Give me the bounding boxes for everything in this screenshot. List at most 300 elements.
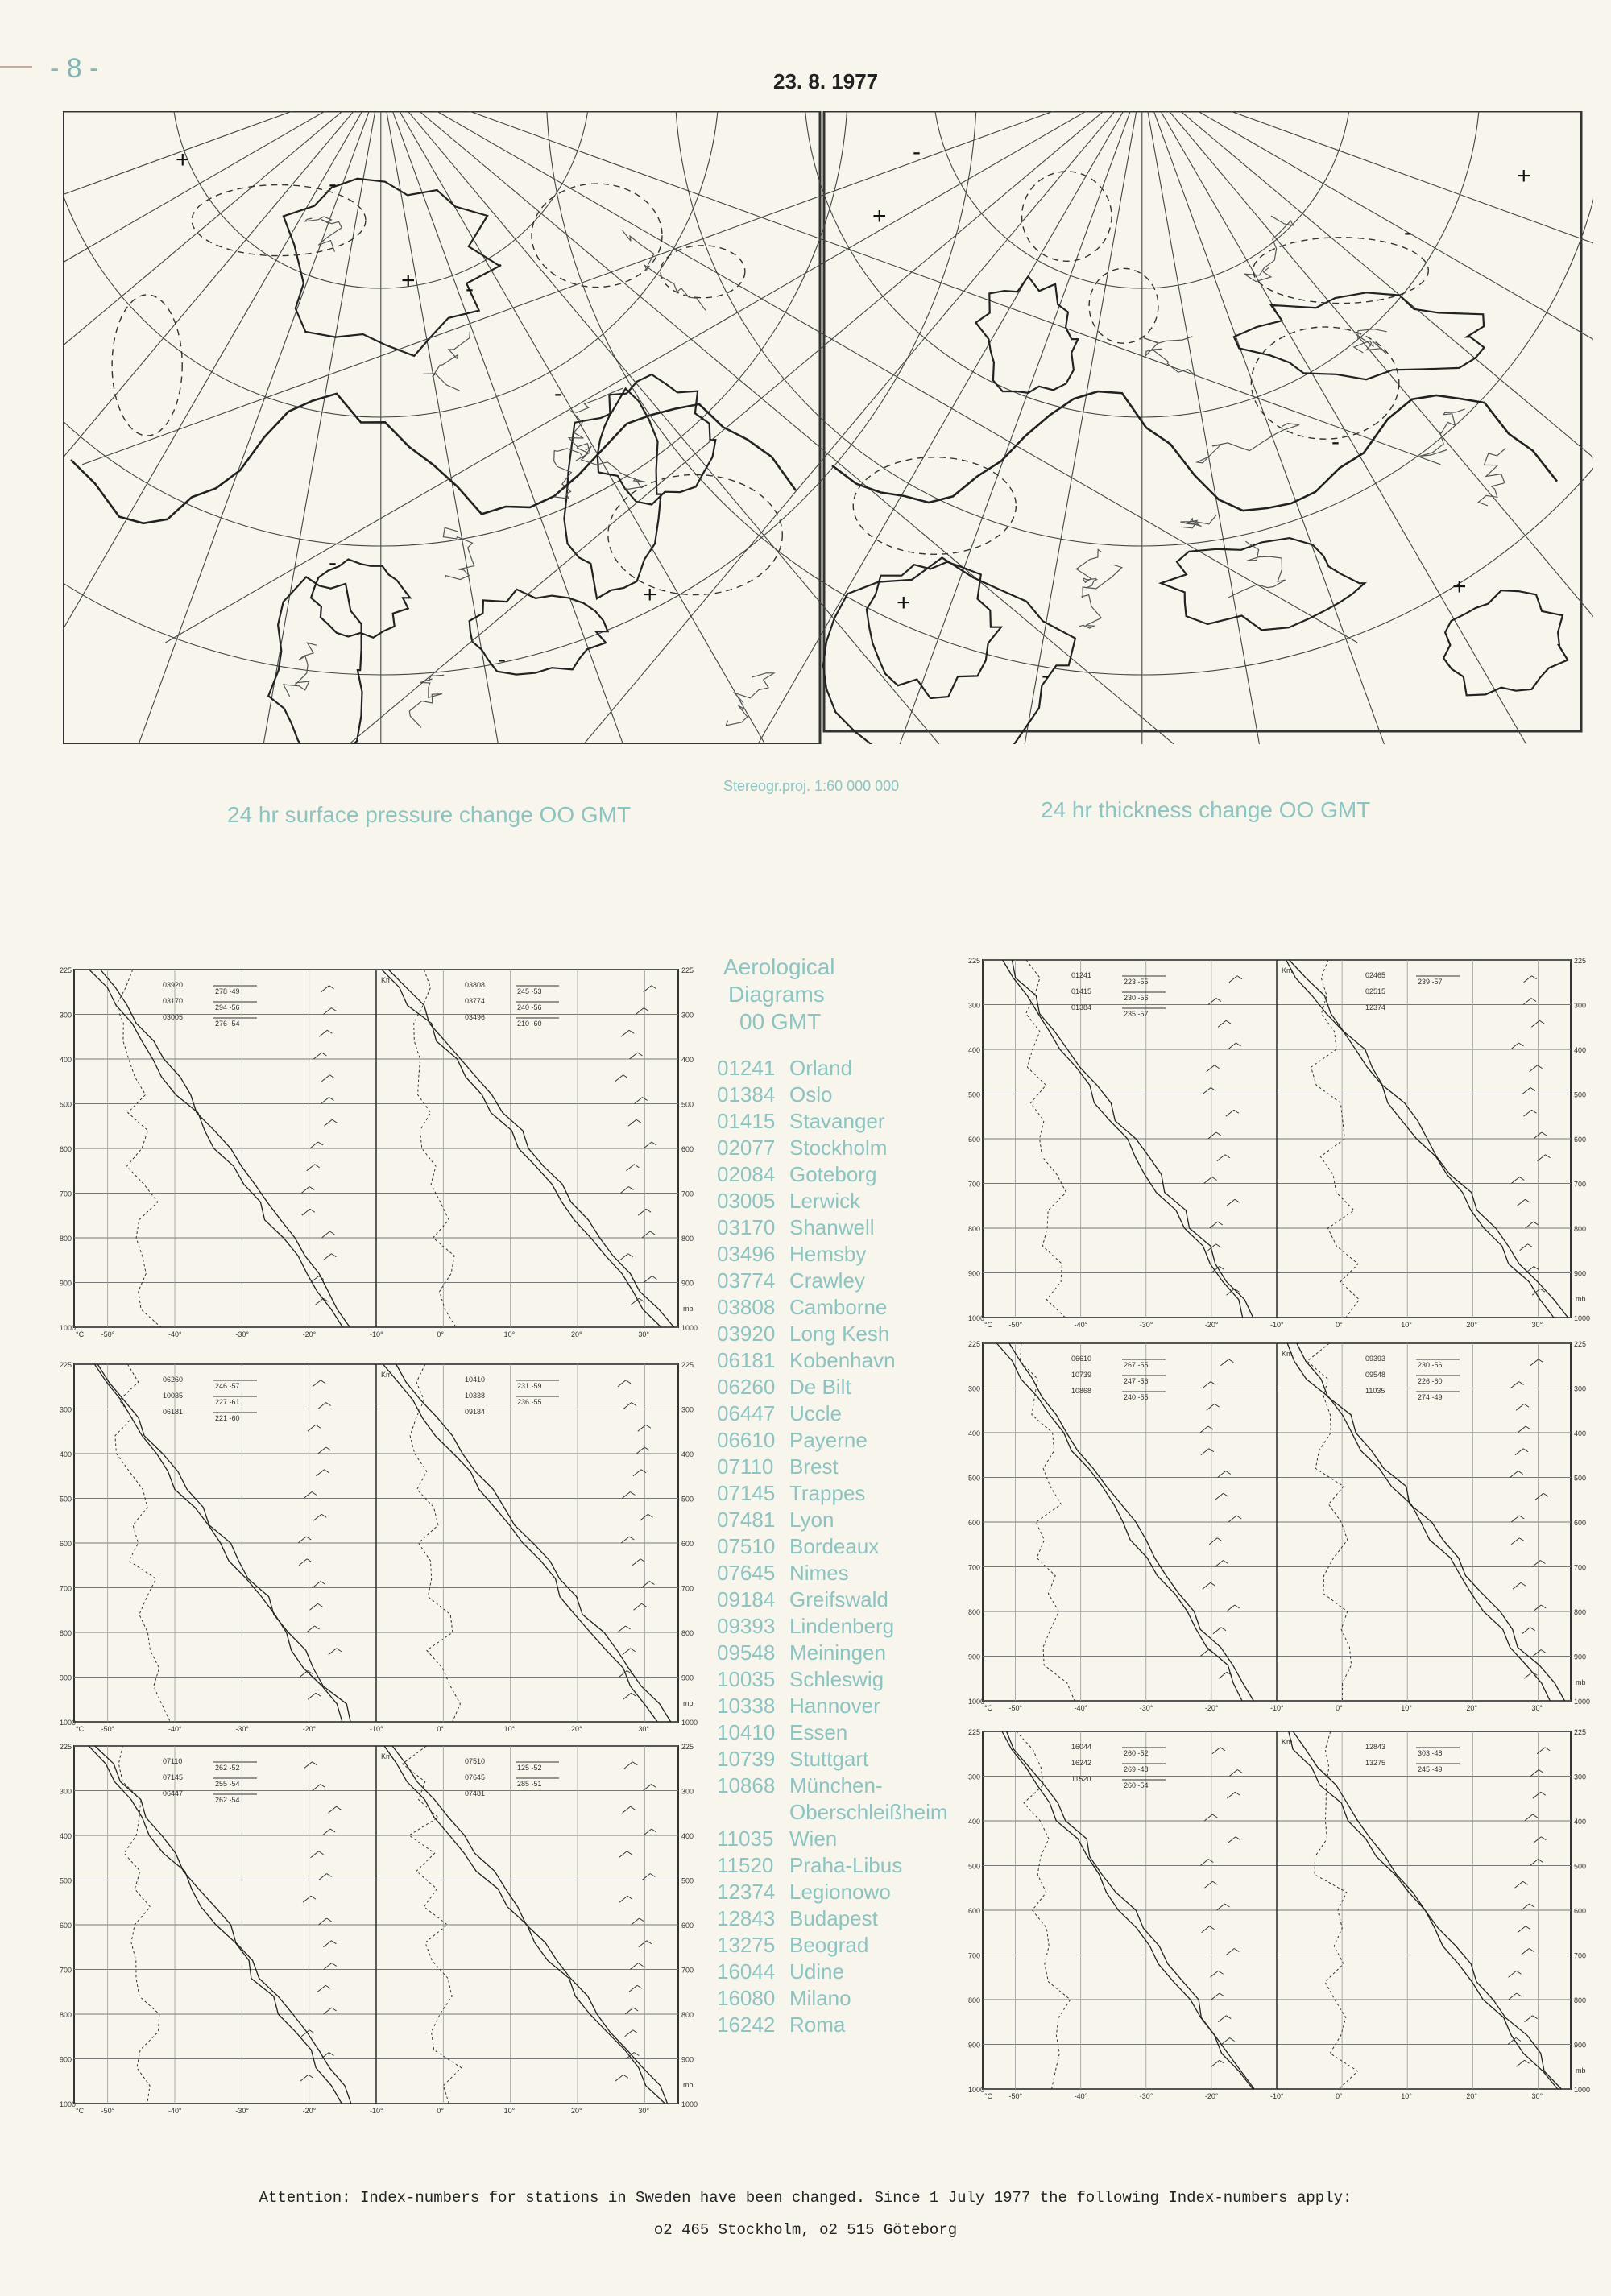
station-row	[717, 1507, 967, 1533]
weather-maps	[63, 111, 1593, 744]
sounding-station-code: 07510	[465, 1757, 486, 1765]
temperature-label: 20°	[571, 1725, 582, 1733]
max-wind-value: 278 -49	[215, 987, 240, 995]
station-name: Shanwell	[789, 1215, 875, 1239]
temperature-label: 10°	[1401, 1704, 1412, 1712]
pressure-level-label-right: 400	[1574, 1818, 1587, 1826]
temperature-label: 30°	[1531, 1321, 1543, 1329]
station-row	[717, 1719, 967, 1746]
station-name: Greifswald	[789, 1587, 888, 1611]
station-code: 06181	[717, 1348, 776, 1372]
sounding-station-code: 09548	[1365, 1371, 1386, 1379]
max-wind-value: 221 -60	[215, 1414, 240, 1422]
station-code: 06610	[717, 1428, 776, 1452]
temperature-label: -10°	[370, 1330, 383, 1338]
unit-km-label: Km	[1282, 966, 1293, 974]
pressure-level-label-right: 900	[1574, 1269, 1587, 1278]
pressure-level-label-right: 1000	[681, 1719, 698, 1727]
aero-diagram-R3	[967, 1725, 1595, 2104]
temperature-label: 30°	[1531, 2092, 1543, 2100]
unit-mb-label: mb	[1576, 2066, 1586, 2075]
pressure-level-label-right: 225	[1574, 1728, 1587, 1736]
pressure-level-label: 1000	[968, 2086, 985, 2094]
sounding-station-code: 02515	[1365, 987, 1386, 995]
station-row	[717, 1666, 967, 1693]
temperature-label: 10°	[503, 1725, 516, 1733]
temperature-label: 0°	[1336, 1704, 1343, 1712]
station-name: Oslo	[789, 1082, 833, 1107]
station-row	[717, 1135, 967, 1161]
max-wind-value: 245 -49	[1418, 1765, 1443, 1773]
pressure-level-label-right: 1000	[681, 2100, 698, 2108]
station-row	[717, 1400, 967, 1427]
pressure-level-label: 400	[968, 1429, 981, 1438]
station-row	[717, 1693, 967, 1719]
pressure-level-label: 600	[968, 1136, 981, 1144]
max-wind-value: 262 -52	[215, 1764, 240, 1772]
station-code: 01415	[717, 1109, 776, 1133]
station-row	[717, 1480, 967, 1507]
temperature-label: -30°	[1139, 2092, 1153, 2100]
sounding-station-code: 07645	[465, 1773, 486, 1781]
aero-title-line1: Aerological	[723, 954, 835, 979]
pressure-level-label-right: 800	[681, 2011, 694, 2019]
temperature-label: -30°	[235, 1725, 249, 1733]
pressure-level-label-right: 1000	[681, 1324, 698, 1332]
station-code: 09184	[717, 1587, 776, 1611]
pressure-level-label: 225	[968, 1728, 981, 1736]
sounding-station-code: 03496	[465, 1013, 486, 1021]
unit-mb-label: mb	[1576, 1678, 1586, 1686]
map-sign-label: +	[401, 267, 416, 294]
map-sign-label: +	[643, 581, 657, 608]
sounding-station-code: 06610	[1071, 1355, 1092, 1363]
pressure-level-label-right: 500	[1574, 1474, 1587, 1483]
pressure-level-label-right: 600	[681, 1540, 694, 1548]
sounding-station-code: 11520	[1071, 1775, 1091, 1783]
sounding-station-code: 01241	[1071, 971, 1092, 979]
pressure-level-label-right: 800	[1574, 1608, 1587, 1616]
station-name: Beograd	[789, 1933, 869, 1957]
max-wind-value: 230 -56	[1124, 994, 1149, 1002]
station-name: Wien	[789, 1826, 838, 1851]
pressure-level-label-right: 300	[681, 1787, 694, 1796]
thickness-map-labels	[872, 139, 1531, 689]
sounding-station-code: 09184	[465, 1408, 486, 1416]
map-sign-label: -	[329, 549, 337, 576]
station-row	[717, 1374, 967, 1400]
pressure-level-label-right: 700	[681, 1966, 694, 1975]
map-sign-label: -	[1331, 428, 1340, 455]
pressure-level-label: 300	[968, 1001, 981, 1010]
temperature-label: 20°	[571, 2107, 582, 2115]
temperature-label: -10°	[1270, 1321, 1284, 1329]
sounding-station-code: 03170	[163, 997, 184, 1005]
station-row	[717, 1533, 967, 1560]
station-row	[717, 1959, 967, 1985]
unit-km-label: Km	[381, 1752, 392, 1760]
aero-title-line2: Diagrams	[728, 982, 825, 1007]
station-name: Schleswig	[789, 1667, 884, 1691]
pressure-level-label-right: 1000	[1574, 1698, 1591, 1706]
station-code: 03808	[717, 1295, 776, 1319]
temperature-label: -40°	[168, 2107, 182, 2115]
temperature-label: -30°	[1139, 1321, 1153, 1329]
aero-diagram-L1	[58, 963, 702, 1342]
station-code: 13275	[717, 1933, 776, 1957]
temperature-label: 0°	[1336, 1321, 1343, 1329]
pressure-level-label-right: 300	[1574, 1001, 1587, 1010]
temperature-label: 0°	[437, 1330, 444, 1338]
station-code: 06260	[717, 1375, 776, 1399]
pressure-level-label-right: 500	[681, 1876, 694, 1885]
station-row	[717, 1082, 967, 1108]
station-row	[717, 1560, 967, 1587]
station-row	[717, 1347, 967, 1374]
station-rows	[717, 1055, 967, 2038]
pressure-level-label: 900	[60, 1673, 72, 1682]
right-map-caption: 24 hr thickness change OO GMT	[1041, 797, 1371, 822]
pressure-level-label-right: 225	[681, 1361, 694, 1369]
temperature-label: -20°	[302, 1330, 317, 1338]
temperature-label: 30°	[638, 2107, 649, 2115]
pressure-level-label: 500	[968, 1862, 981, 1871]
pressure-level-label-right: 700	[1574, 1563, 1587, 1572]
pressure-level-label-right: 800	[681, 1235, 694, 1243]
pressure-level-label-right: 500	[681, 1100, 694, 1109]
sounding-station-code: 16044	[1071, 1743, 1092, 1751]
temperature-label: -20°	[1204, 1704, 1219, 1712]
station-name: De Bilt	[789, 1375, 851, 1399]
station-code: 03005	[717, 1189, 776, 1213]
station-code: 12374	[717, 1880, 776, 1904]
max-wind-value: 269 -48	[1124, 1765, 1149, 1773]
unit-mb-label: mb	[683, 1699, 694, 1707]
pressure-level-label: 900	[968, 2041, 981, 2050]
station-row	[717, 1188, 967, 1214]
pressure-level-label-right: 225	[681, 1743, 694, 1751]
aero-diagram-L3	[58, 1740, 702, 2118]
station-row	[717, 1985, 967, 2012]
pressure-level-label: 700	[60, 1584, 72, 1593]
pressure-level-label-right: 1000	[1574, 2086, 1591, 2094]
max-wind-value: 223 -55	[1124, 978, 1149, 986]
left-map-caption: 24 hr surface pressure change OO GMT	[227, 802, 632, 827]
station-name: Budapest	[789, 1906, 878, 1930]
station-code: 01241	[717, 1056, 776, 1080]
pressure-level-label: 800	[968, 1608, 981, 1616]
max-wind-value: 303 -48	[1418, 1749, 1443, 1757]
station-code: 09548	[717, 1640, 776, 1665]
temperature-label: 30°	[638, 1330, 649, 1338]
station-name: Bordeaux	[789, 1534, 880, 1558]
temperature-label: 30°	[1531, 1704, 1543, 1712]
station-row	[717, 1852, 967, 1879]
surface-pressure-isolines	[63, 111, 1440, 744]
station-code: 07510	[717, 1534, 776, 1558]
pressure-level-label-right: 900	[681, 1279, 694, 1288]
max-wind-value: 285 -51	[517, 1780, 542, 1788]
pressure-level-label: 400	[968, 1818, 981, 1826]
max-wind-value: 240 -55	[1124, 1393, 1149, 1401]
sounding-station-code: 10410	[465, 1376, 486, 1384]
station-name: München-	[789, 1773, 883, 1797]
max-wind-value: 260 -54	[1124, 1781, 1149, 1789]
pressure-level-label: 300	[968, 1773, 981, 1781]
max-wind-value: 240 -56	[517, 1003, 542, 1011]
station-name: Long Kesh	[789, 1322, 890, 1346]
station-code: 03920	[717, 1322, 776, 1346]
pressure-level-label-right: 225	[1574, 1340, 1587, 1348]
unit-km-label: Km	[381, 976, 392, 984]
unit-km-label: Km	[1282, 1350, 1293, 1358]
station-code: 11520	[717, 1853, 774, 1877]
station-row	[717, 1241, 967, 1268]
temperature-label: -10°	[1270, 2092, 1284, 2100]
pressure-level-label-right: 900	[1574, 2041, 1587, 2050]
sounding-station-code: 10739	[1071, 1371, 1092, 1379]
pressure-level-label: 800	[60, 1629, 72, 1637]
station-row	[717, 1161, 967, 1188]
temperature-label: -50°	[101, 1330, 115, 1338]
pressure-level-label: 500	[968, 1090, 981, 1099]
temperature-label: -30°	[1139, 1704, 1153, 1712]
sounding-station-code: 07110	[163, 1757, 183, 1765]
map-sign-label: -	[554, 380, 562, 407]
max-wind-value: 239 -57	[1418, 978, 1443, 986]
pressure-level-label: 300	[60, 1787, 72, 1796]
station-code: 07645	[717, 1561, 776, 1585]
temperature-label: -20°	[1204, 2092, 1219, 2100]
unit-c-label: °C	[984, 2092, 993, 2100]
temperature-label: 20°	[1466, 1704, 1477, 1712]
max-wind-value: 125 -52	[517, 1764, 542, 1772]
pressure-level-label: 225	[968, 957, 981, 965]
pressure-level-label: 900	[968, 1269, 981, 1278]
surface-pressure-map-frame	[63, 111, 820, 744]
pressure-level-label-right: 700	[681, 1584, 694, 1593]
max-wind-value: 210 -60	[517, 1020, 542, 1028]
station-name: Orland	[789, 1056, 853, 1080]
pressure-level-label-right: 300	[681, 1405, 694, 1414]
station-name: Payerne	[789, 1428, 868, 1452]
pressure-level-label: 300	[60, 1405, 72, 1414]
thickness-isolines	[82, 111, 1593, 744]
station-name: Roma	[789, 2013, 846, 2037]
station-name: Stuttgart	[789, 1747, 869, 1771]
pressure-level-label: 900	[968, 1653, 981, 1661]
station-row	[717, 1879, 967, 1905]
max-wind-value: 267 -55	[1124, 1361, 1149, 1369]
station-row	[717, 1773, 967, 1799]
pressure-level-label-right: 300	[1574, 1773, 1587, 1781]
pressure-level-label: 600	[968, 1907, 981, 1915]
pressure-level-label-right: 600	[681, 1145, 694, 1153]
sounding-station-code: 13275	[1365, 1759, 1386, 1767]
pressure-level-label: 400	[60, 1832, 72, 1840]
pressure-level-label-right: 300	[681, 1011, 694, 1020]
station-code: 10868	[717, 1773, 776, 1797]
station-name: Legionowo	[789, 1880, 891, 1904]
temperature-label: -10°	[370, 2107, 383, 2115]
station-code: 10338	[717, 1694, 776, 1718]
sounding-station-code: 06181	[163, 1408, 184, 1416]
temperature-label: 20°	[1466, 1321, 1477, 1329]
pressure-level-label: 400	[60, 1056, 72, 1064]
station-name: Lerwick	[789, 1189, 861, 1213]
pressure-level-label: 1000	[60, 1719, 77, 1727]
sounding-station-code: 12374	[1365, 1003, 1386, 1011]
pressure-level-label-right: 400	[681, 1832, 694, 1840]
pressure-level-label: 800	[968, 1225, 981, 1233]
temperature-label: 10°	[503, 2107, 516, 2115]
pressure-level-label: 600	[60, 1145, 72, 1153]
pressure-level-label-right: 700	[1574, 1951, 1587, 1960]
temperature-label: 10°	[503, 1330, 516, 1338]
unit-c-label: °C	[76, 1330, 85, 1338]
unit-mb-label: mb	[683, 1305, 694, 1313]
sounding-station-code: 06260	[163, 1376, 184, 1384]
sounding-station-code: 07481	[465, 1789, 486, 1797]
station-name: Crawley	[789, 1268, 865, 1293]
pressure-level-label-right: 800	[1574, 1996, 1587, 2004]
station-row	[717, 1613, 967, 1640]
station-code: 10035	[717, 1667, 776, 1691]
unit-c-label: °C	[984, 1704, 993, 1712]
unit-km-label: Km	[381, 1371, 392, 1379]
station-row	[717, 1108, 967, 1135]
pressure-level-label-right: 800	[681, 1629, 694, 1637]
attention-note-line1: Attention: Index-numbers for stations in Sweden have been changed. Since 1 July 1977 the following Index-numbers apply:	[259, 2189, 1352, 2207]
map-sign-label: -	[329, 171, 337, 197]
station-name: Nimes	[789, 1561, 849, 1585]
map-sign-label: -	[913, 139, 921, 165]
temperature-label: 20°	[571, 1330, 582, 1338]
temperature-label: -20°	[302, 2107, 317, 2115]
pressure-level-label-right: 500	[681, 1495, 694, 1504]
station-name: Brest	[789, 1454, 839, 1479]
station-name: Stockholm	[789, 1136, 888, 1160]
map-sign-label: -	[1404, 219, 1412, 246]
station-name: Hannover	[789, 1694, 880, 1718]
max-wind-value: 231 -59	[517, 1382, 542, 1390]
pressure-level-label: 900	[60, 2055, 72, 2064]
unit-km-label: Km	[1282, 1738, 1293, 1746]
pressure-level-label: 1000	[968, 1698, 985, 1706]
pressure-level-label: 600	[968, 1519, 981, 1527]
station-name: Stavanger	[789, 1109, 885, 1133]
temperature-label: 10°	[1401, 1321, 1412, 1329]
pressure-level-label: 400	[968, 1046, 981, 1054]
max-wind-value: 274 -49	[1418, 1393, 1443, 1401]
pressure-level-label-right: 600	[1574, 1519, 1587, 1527]
station-code: 12843	[717, 1906, 776, 1930]
pressure-level-label: 700	[968, 1180, 981, 1189]
aero-diagram-R2	[967, 1337, 1595, 1715]
max-wind-value: 276 -54	[215, 1020, 240, 1028]
sounding-station-code: 01415	[1071, 987, 1092, 995]
station-code: 16080	[717, 1986, 776, 2010]
pressure-level-label-right: 400	[1574, 1046, 1587, 1054]
station-name: Lyon	[789, 1508, 834, 1532]
unit-c-label: °C	[76, 1725, 85, 1733]
station-code: 16044	[717, 1959, 776, 1984]
pressure-level-label: 800	[60, 2011, 72, 2019]
map-sign-label: -	[466, 275, 474, 302]
pressure-level-label-right: 400	[681, 1450, 694, 1458]
max-wind-value: 227 -61	[215, 1398, 240, 1406]
pressure-level-label: 800	[60, 1235, 72, 1243]
sounding-station-code: 11035	[1365, 1387, 1385, 1395]
station-row	[717, 1826, 967, 1852]
station-row	[717, 1268, 967, 1294]
max-wind-value: 246 -57	[215, 1382, 240, 1390]
pressure-level-label: 700	[968, 1563, 981, 1572]
page-date: 23. 8. 1977	[773, 69, 879, 93]
station-name: Hemsby	[789, 1242, 867, 1266]
pressure-level-label: 500	[60, 1495, 72, 1504]
station-row	[717, 1932, 967, 1959]
station-row	[717, 1427, 967, 1454]
pressure-level-label: 225	[60, 1361, 72, 1369]
sounding-station-code: 02465	[1365, 971, 1386, 979]
max-wind-value: 260 -52	[1124, 1749, 1149, 1757]
temperature-label: -50°	[1008, 1704, 1023, 1712]
sounding-station-code: 06447	[163, 1789, 184, 1797]
pressure-level-label: 500	[60, 1876, 72, 1885]
map-sign-label: +	[1517, 163, 1531, 189]
station-code: 07110	[717, 1454, 774, 1479]
temperature-label: -40°	[168, 1725, 182, 1733]
sounding-station-code: 01384	[1071, 1003, 1092, 1011]
map-sign-label: +	[1452, 573, 1467, 600]
pressure-level-label: 700	[968, 1951, 981, 1960]
pressure-level-label-right: 700	[681, 1189, 694, 1198]
max-wind-value: 235 -57	[1124, 1010, 1149, 1018]
map-sign-label: -	[498, 646, 506, 672]
pressure-level-label: 500	[60, 1100, 72, 1109]
station-name: Uccle	[789, 1401, 843, 1425]
pressure-level-label: 1000	[968, 1314, 985, 1322]
temperature-label: 30°	[638, 1725, 649, 1733]
sounding-station-code: 03005	[163, 1013, 184, 1021]
pressure-level-label-right: 225	[681, 966, 694, 974]
station-code: 02077	[717, 1136, 776, 1160]
map-sign-label: -	[1042, 662, 1050, 689]
temperature-label: -50°	[1008, 1321, 1023, 1329]
station-row	[717, 2012, 967, 2038]
temperature-label: -30°	[235, 2107, 249, 2115]
pressure-level-label-right: 500	[1574, 1090, 1587, 1099]
sounding-station-code: 09393	[1365, 1355, 1386, 1363]
station-code: 03496	[717, 1242, 776, 1266]
max-wind-value: 247 -56	[1124, 1377, 1149, 1385]
unit-c-label: °C	[76, 2107, 85, 2115]
temperature-label: -40°	[1074, 1704, 1088, 1712]
aero-title-line3: 00 GMT	[739, 1009, 822, 1034]
max-wind-value: 245 -53	[517, 987, 542, 995]
station-name: Meiningen	[789, 1640, 886, 1665]
station-row	[717, 1640, 967, 1666]
station-code: 07481	[717, 1508, 776, 1532]
temperature-label: -10°	[370, 1725, 383, 1733]
station-list	[717, 954, 967, 2038]
pressure-level-label: 400	[60, 1450, 72, 1458]
temperature-label: 10°	[1401, 2092, 1412, 2100]
unit-mb-label: mb	[1576, 1295, 1586, 1303]
station-row	[717, 1214, 967, 1241]
station-code: 02084	[717, 1162, 776, 1186]
